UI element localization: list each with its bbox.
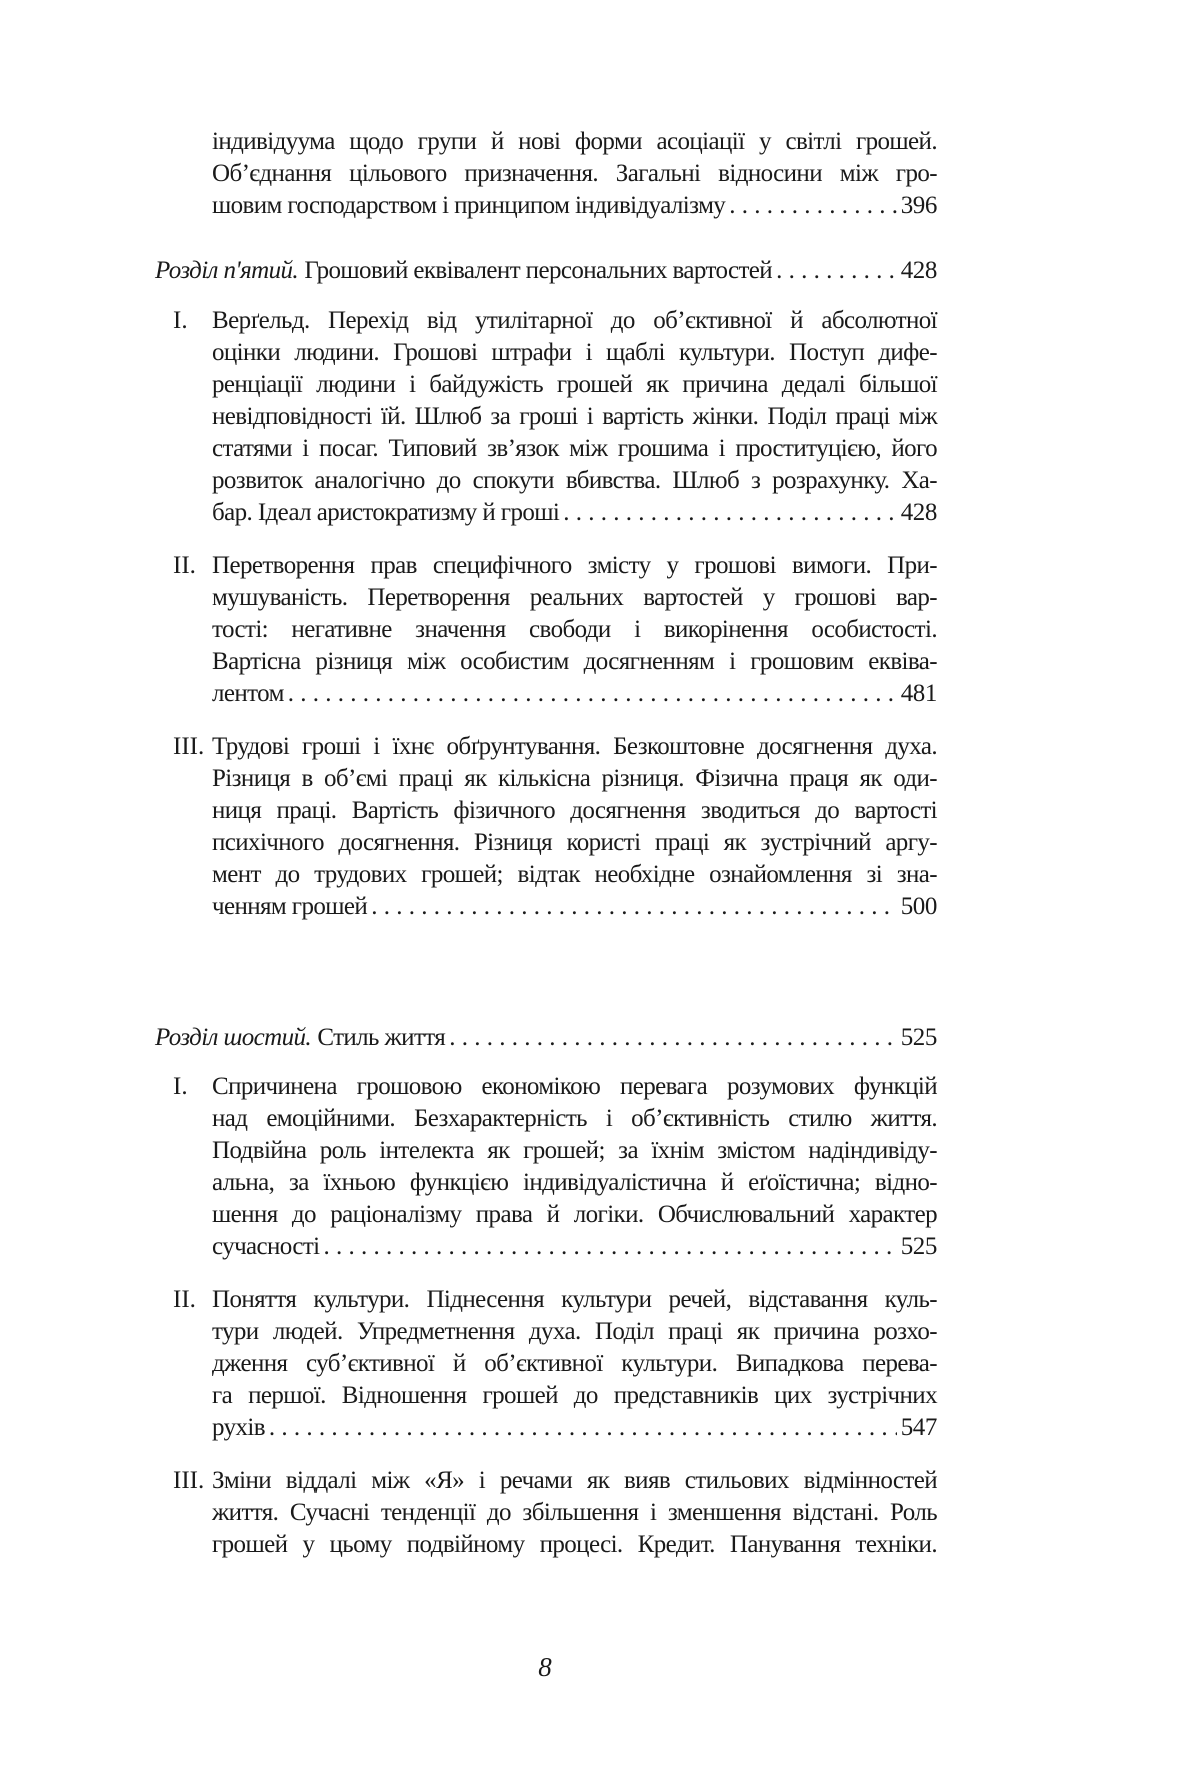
toc-line: Перетворення прав специфічного змісту у грошові вимоги. При- <box>212 552 937 579</box>
toc-line: Верґельд. Перехід від утилітарної до об’єктивної й абсолютної <box>212 307 937 334</box>
chapter-title: Грошовий еквівалент персональних вартостей <box>304 257 773 284</box>
page-ref: 481 <box>900 680 937 707</box>
toc-line: оцінки людини. Грошові штрафи і щаблі культури. Поступ дифе- <box>212 339 937 366</box>
page-ref: 500 <box>900 893 937 920</box>
chapter-label: Розділ п'ятий. <box>155 257 299 284</box>
toc-line: ниця праці. Вартість фізичного досягнення зводиться до вартості <box>212 797 937 824</box>
page-ref: 525 <box>900 1233 937 1260</box>
chapter-heading <box>155 255 937 287</box>
toc-line: тості: негативне значення свободи і викорінення особистості. <box>212 616 937 643</box>
toc-line: дження суб’єктивної й об’єктивної культури. Випадкова перева- <box>212 1350 937 1377</box>
toc-line: га першої. Відношення грошей до представників цих зустрічних <box>212 1382 937 1409</box>
dot-leader <box>729 190 897 222</box>
toc-line: індивідуума щодо групи й нові форми асоціації у світлі грошей. <box>212 128 937 155</box>
toc-line: Об’єднання цільового призначення. Загальні відносини між гро- <box>212 160 937 187</box>
toc-line: розвиток аналогічно до спокути вбивства. Шлюб з розрахунку. Ха- <box>212 467 937 494</box>
toc-line: над емоційними. Безхарактерність і об’єктивність стилю життя. <box>212 1105 937 1132</box>
dot-leader <box>449 1022 897 1054</box>
section-numeral: III. <box>173 1467 205 1494</box>
toc-line: статями і посаг. Типовий зв’язок між грошима і проституцією, його <box>212 435 937 462</box>
chapter-heading <box>155 1022 937 1054</box>
toc-line: мушуваність. Перетворення реальних вартостей у грошові вар- <box>212 584 937 611</box>
dot-leader <box>776 255 897 287</box>
page-ref: 396 <box>900 192 937 219</box>
section-numeral: III. <box>173 733 205 760</box>
page-ref: 547 <box>900 1414 937 1441</box>
page-ref: 428 <box>900 257 937 284</box>
toc-line: ренціації людини і байдужість грошей як причина дедалі більшої <box>212 371 937 398</box>
toc-line: Різниця в об’ємі праці як кількісна різниця. Фізична праця як оди- <box>212 765 937 792</box>
chapter-title: Стиль життя <box>317 1024 446 1051</box>
section-numeral: II. <box>173 552 196 579</box>
toc-line: Зміни віддалі між «Я» і речами як вияв стильових відмінностей <box>212 1467 937 1494</box>
toc-line: мент до трудових грошей; відтак необхідне ознайомлення зі зна- <box>212 861 937 888</box>
dot-leader <box>269 1412 897 1444</box>
toc-line: тури людей. Упредметнення духа. Поділ праці як причина розхо- <box>212 1318 937 1345</box>
section-numeral: I. <box>173 1073 188 1100</box>
page-number: 8 <box>538 1652 552 1682</box>
toc-line-last: лентом . . . 481 <box>212 678 937 710</box>
section-numeral: I. <box>173 307 188 334</box>
toc-line: психічного досягнення. Різниця користі праці як зустрічний аргу- <box>212 829 937 856</box>
dot-leader <box>563 497 896 529</box>
page-ref: 428 <box>900 499 937 526</box>
toc-line: шення до раціоналізму права й логіки. Обчислювальний характер <box>212 1201 937 1228</box>
dot-leader <box>371 891 897 923</box>
page-ref: 525 <box>900 1024 937 1051</box>
toc-line-last: шовим господарством і принципом індивідуалізму . . . 396 <box>212 190 937 222</box>
section-numeral: II. <box>173 1286 196 1313</box>
toc-line-last: бар. Ідеал аристократизму й гроші . . . 428 <box>212 497 937 529</box>
toc-line: Спричинена грошовою економікою перевага розумових функцій <box>212 1073 937 1100</box>
toc-line: Поняття культури. Піднесення культури речей, відставання куль- <box>212 1286 937 1313</box>
toc-line: невідповідності їй. Шлюб за гроші і вартість жінки. Поділ праці між <box>212 403 937 430</box>
toc-line-last: сучасності . . . 525 <box>212 1231 937 1263</box>
toc-line-last: рухів . . . 547 <box>212 1412 937 1444</box>
toc-line: Подвійна роль інтелекта як грошей; за їхнім змістом надіндивіду- <box>212 1137 937 1164</box>
dot-leader <box>288 678 897 710</box>
toc-line: грошей у цьому подвійному процесі. Кредит. Панування техніки. <box>212 1531 937 1558</box>
toc-line: життя. Сучасні тенденції до збільшення і зменшення відстані. Роль <box>212 1499 937 1526</box>
toc-line: Вартісна різниця між особистим досягненням і грошовим еквіва- <box>212 648 937 675</box>
chapter-label: Розділ шостий. <box>155 1024 312 1051</box>
toc-line: Трудові гроші і їхнє обґрунтування. Безкоштовне досягнення духа. <box>212 733 937 760</box>
toc-line: альна, за їхньою функцією індивідуалістична й еґоїстична; відно- <box>212 1169 937 1196</box>
toc-line-last: ченням грошей . . . 500 <box>212 891 937 923</box>
dot-leader <box>324 1231 897 1263</box>
